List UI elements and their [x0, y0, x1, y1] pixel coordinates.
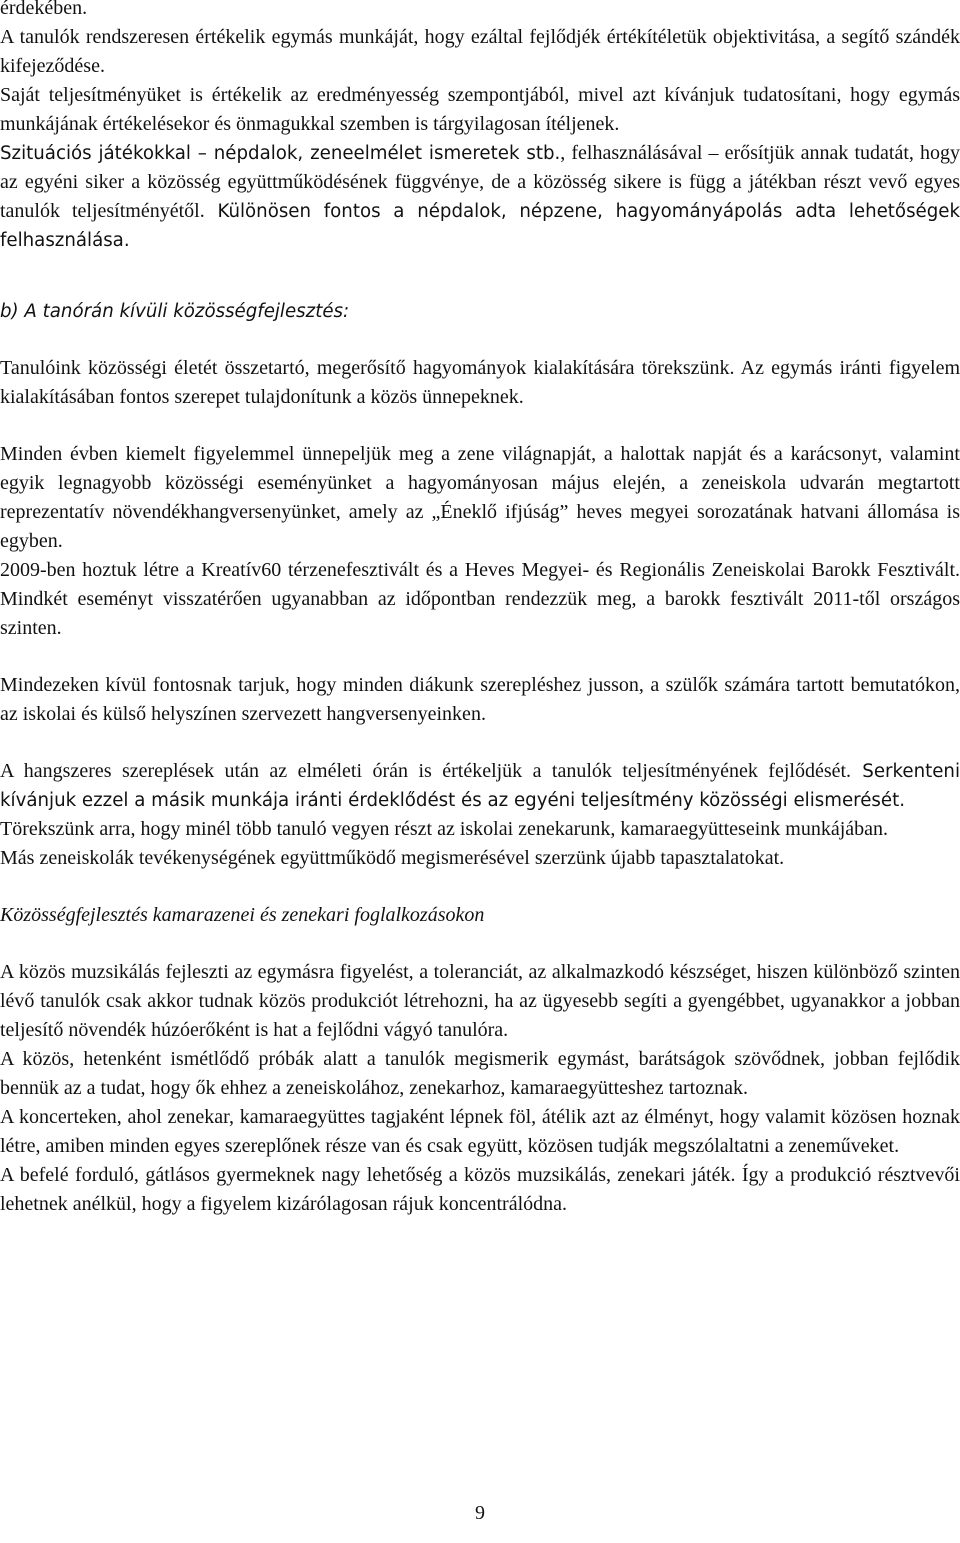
spacer — [0, 255, 960, 297]
situational-games-phrase: Szituációs játékokkal – népdalok, zeneelmélet ismeretek stb. — [0, 143, 561, 164]
paragraph-weekly-rehearsals: A közös, hetenként ismétlődő próbák alatt a tanulók megismerik egymást, barátságok szövődnek, jobban fejlődik bennük az a tudat, hogy ők ehhez a zeneiskolához, zenekarhoz, kamaraegyütteshez tartoznak. — [0, 1048, 960, 1099]
paragraph-situational-games — [0, 139, 960, 255]
paragraph-theory-evaluation — [0, 757, 960, 815]
paragraph-other-schools: Más zeneiskolák tevékenységének együttműködő megismerésével szerzünk újabb tapasztalatokat. — [0, 847, 785, 869]
festivals-recurring: Mindkét eseményt visszatérően ugyanabban az időpontban rendezzük meg, a barokk fesztivált 2011-től országos szinten. — [0, 588, 960, 639]
paragraph-festivals — [0, 556, 960, 643]
spacer — [0, 643, 960, 671]
page-number: 9 — [475, 1502, 485, 1524]
paragraph-orchestra: Törekszünk arra, hogy minél több tanuló vegyen részt az iskolai zenekarunk, kamaraegyütteseink munkájában. — [0, 818, 889, 840]
spacer — [0, 326, 960, 354]
folk-traditions-text: Különösen fontos a népdalok, népzene, hagyományápolás adta lehetőségek felhasználása. — [0, 201, 960, 251]
section-heading-extracurricular: b) A tanórán kívüli közösségfejlesztés: — [0, 301, 350, 322]
section-heading-chamber-music: Közösségfejlesztés kamarazenei és zenekari foglalkozásokon — [0, 904, 485, 926]
spacer — [0, 873, 960, 901]
paragraph-introverted-children: A befelé forduló, gátlásos gyermeknek nagy lehetőség a közös muzsikálás, zenekari játék. Így a produkció résztvevői lehetnek anélkül, hogy a figyelem kizárólagosan rájuk koncentrálódna. — [0, 1164, 960, 1215]
interest-recognition-text: Serkenteni kívánjuk ezzel a másik munkája iránti érdeklődést és az egyéni teljesítmény közösségi elismerését. — [0, 761, 960, 811]
paragraph-continuation: érdekében. — [0, 0, 88, 19]
paragraph-concerts: A koncerteken, ahol zenekar, kamaraegyüttes tagjaként lépnek föl, átélik azt az élményt, hogy valamit közösen hoznak létre, amiben minden egyes szereplőnek része van és csak együtt, közösen tudják megszólaltatni a zeneműveket. — [0, 1106, 960, 1157]
paragraph-annual-events: Minden évben kiemelt figyelemmel ünnepeljük meg a zene világnapját, a halottak napját és a karácsonyt, valamint egyik legnagyobb közösségi eseményünket a hagyományosan május elején, a zeneiskola udvarán megtartott reprezentatív növendékhangversenyünket, amely az „Éneklő ifjúság” heves megyei sorozatának hatvani állomása is egyben. — [0, 443, 960, 552]
theory-evaluation-text: A hangszeres szereplések után az elméleti órán is értékeljük a tanulók teljesítményének fejlődését. — [0, 760, 852, 782]
paragraph-joint-music: A közös muzsikálás fejleszti az egymásra figyelést, a toleranciát, az alkalmazkodó készséget, hiszen különböző szinten lévő tanulók csak akkor tudnak közös produkciót létrehozni, ha az ügyesebb segíti a gyengébbet, ugyanakkor a jobban teljesítő növendék húzóerőként is hat a fejlődni vágyó tanulóra. — [0, 961, 960, 1041]
festivals-founding: 2009-ben hoztuk létre a Kreatív60 térzenefesztivált és a Heves Megyei- és Regionális Zeneiskolai Barokk Fesztivált. — [0, 559, 960, 581]
paragraph-peer-evaluation: A tanulók rendszeresen értékelik egymás munkáját, hogy ezáltal fejlődjék értékítéletük objektivitása, a segítő szándék kifejeződése. — [0, 26, 960, 77]
situational-games-text: , felhasználásával – erősítjük annak tudatát, hogy az egyéni siker a közösség együttműködésének függvénye, de a közösség sikere is függ a játékban részt vevő egyes tanulók teljesítményétől. — [0, 142, 960, 222]
spacer — [0, 412, 960, 440]
spacer — [0, 729, 960, 757]
paragraph-self-evaluation: Saját teljesítményüket is értékelik az eredményesség szempontjából, mivel azt kívánjuk tudatosítani, hogy egymás munkájának értékelésekor és önmagukkal szemben is tárgyilagosan ítéljenek. — [0, 84, 960, 135]
spacer — [0, 930, 960, 958]
paragraph-traditions: Tanulóink közösségi életét összetartó, megerősítő hagyományok kialakítására törekszünk. Az egymás iránti figyelem kialakításában fontos szerepet tulajdonítunk a közös ünnepeknek. — [0, 357, 960, 408]
paragraph-performances: Mindezeken kívül fontosnak tarjuk, hogy minden diákunk szerepléshez jusson, a szülők számára tartott bemutatókon, az iskolai és külső helyszínen szervezett hangversenyeinken. — [0, 674, 960, 725]
